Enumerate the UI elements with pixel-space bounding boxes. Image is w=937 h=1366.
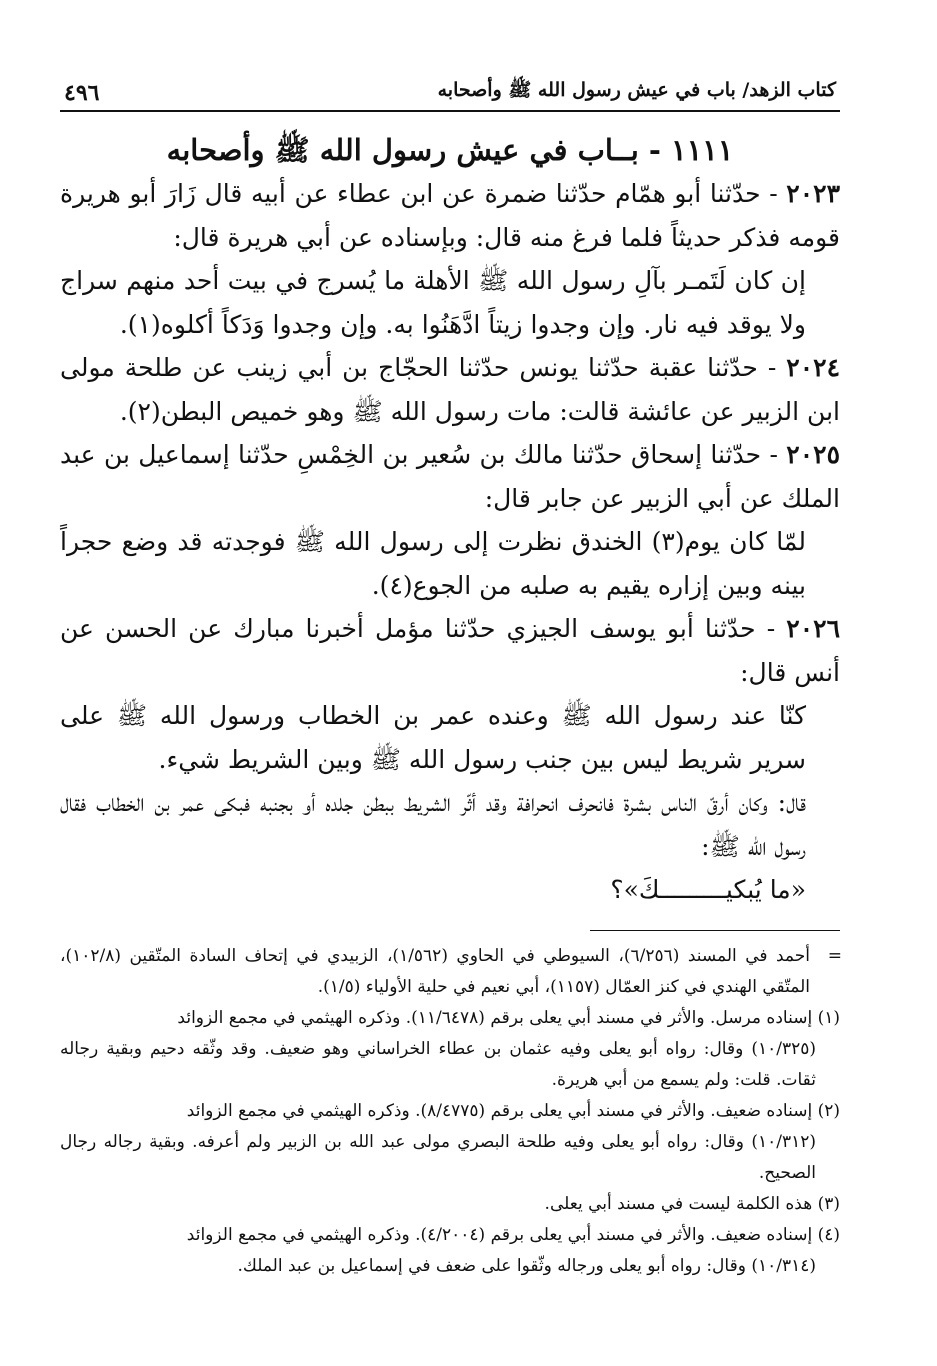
- chapter-title: ١١١١ - بــاب في عيش رسول الله ﷺ وأصحابه: [166, 133, 734, 167]
- hadith-isnad: [60, 172, 840, 259]
- footnote-2-continued: (١٠/٣١٢) وقال: رواه أبو يعلى وفيه طلحة البصري مولى عبد الله بن الزبير ولم أعرفه. وبقية رجاله رجال الصحيح.: [60, 1131, 816, 1183]
- footnote-1: (١) إسناده مرسل. والأثر في مسند أبي يعلى برقم (١١/٦٤٧٨). وذكره الهيثمي في مجمع الزوائد: [177, 1007, 840, 1028]
- footnotes: [60, 941, 840, 1282]
- isnad-text: - حدّثنا إسحاق حدّثنا مالك بن سُعير بن الخِمْسِ حدّثنا إسماعيل بن عبد الملك عن أبي الزبير عن جابر قال:: [60, 440, 840, 513]
- footnote-continuation: [60, 941, 840, 1003]
- footnote-2: (٢) إسناده ضعيف. والأثر في مسند أبي يعلى برقم (٨/٤٧٧٥). وذكره الهيثمي في مجمع الزوائد: [186, 1100, 840, 1121]
- hadith-isnad: [60, 607, 840, 694]
- footnote-continuation-text: أحمد في المسند (٦/٢٥٦)، السيوطي في الحاوي (١/٥٦٢)، الزبيدي في إتحاف السادة المتّقين (١٠٢/٨)، المتّقي الهندي في كنز العمّال (١١٥٧)، أبي نعيم في حلية الأولياء (١/٥).: [60, 945, 810, 997]
- footnote-3: (٣) هذه الكلمة ليست في مسند أبي يعلى.: [544, 1193, 840, 1214]
- hadith-matn: إن كان لَتَمـر بآلِ رسول الله ﷺ الأهلة ما يُسرج في بيت أحد منهم سراج ولا يوقد فيه نار. وإن وجدوا زيتاً ادَّهَنُوا به. وإن وجدوا وَدَكاً أكلوه(١).: [60, 266, 806, 339]
- isnad-text: - حدّثنا أبو همّام حدّثنا ضمرة عن ابن عطاء عن أبيه قال زَارَ أبو هريرة قومه فذكر حديثاً فلما فرغ منه قال: وبإسناده عن أبي هريرة قال:: [60, 179, 840, 252]
- hadith-number: ٢٠٢٤: [786, 353, 840, 382]
- footnote-1-continued: (١٠/٣٢٥) وقال: رواه أبو يعلى وفيه عثمان بن عطاء الخراساني وهو ضعيف. وقد وثّقه دحيم وبقية رجاله ثقات. قلت: ولم يسمع من أبي هريرة.: [60, 1038, 816, 1090]
- hadith-matn: لمّا كان يوم(٣) الخندق نظرت إلى رسول الله ﷺ فوجدته قد وضع حجراً بينه وبين إزاره يقيم به صلبه من الجوع(٤).: [60, 527, 806, 600]
- continuation-mark: =: [827, 945, 842, 966]
- hadith-quote: «ما يُبكيـــــــــكَ»؟: [610, 875, 806, 904]
- running-title: كتاب الزهد/ باب في عيش رسول الله ﷺ وأصحابه: [437, 79, 836, 101]
- page-header: [60, 60, 840, 112]
- isnad-text: - حدّثنا أبو يوسف الجيزي حدّثنا مؤمل أخبرنا مبارك عن الحسن عن أنس قال:: [60, 614, 840, 687]
- footnote-separator: [590, 930, 840, 931]
- hadith-number: ٢٠٢٥: [786, 440, 840, 469]
- footnote-4: (٤) إسناده ضعيف. والأثر في مسند أبي يعلى برقم (٤/٢٠٠٤). وذكره الهيثمي في مجمع الزوائد: [186, 1224, 840, 1245]
- book-page: [60, 60, 840, 1282]
- hadith-isnad: [60, 346, 840, 433]
- isnad-text: - حدّثنا عقبة حدّثنا يونس حدّثنا الحجّاج بن أبي زينب عن طلحة مولى ابن الزبير عن عائشة قالت: مات رسول الله ﷺ وهو خميص البطن(٢).: [60, 353, 840, 426]
- footnote-4-continued: (١٠/٣١٤) وقال: رواه أبو يعلى ورجاله وثّقوا على ضعف في إسماعيل بن عبد الملك.: [237, 1255, 816, 1276]
- main-text: [60, 172, 840, 912]
- hadith-number: ٢٠٢٦: [786, 614, 840, 643]
- hadith-matn-continued: قال: وكان أرقّ الناس بشرة فانحرف انحرافة وقد أثّر الشريط ببطن جلده أو بجنبه فبكى عمر بن الخطاب فقال رسول الله ﷺ:: [60, 788, 806, 861]
- hadith-number: ٢٠٢٣: [786, 179, 840, 208]
- hadith-matn: كنّا عند رسول الله ﷺ وعنده عمر بن الخطاب ورسول الله ﷺ على سرير شريط ليس بين جنب رسول الله ﷺ وبين الشريط شيء.: [60, 701, 806, 774]
- page-number: ٤٩٦: [64, 80, 100, 106]
- hadith-isnad: [60, 433, 840, 520]
